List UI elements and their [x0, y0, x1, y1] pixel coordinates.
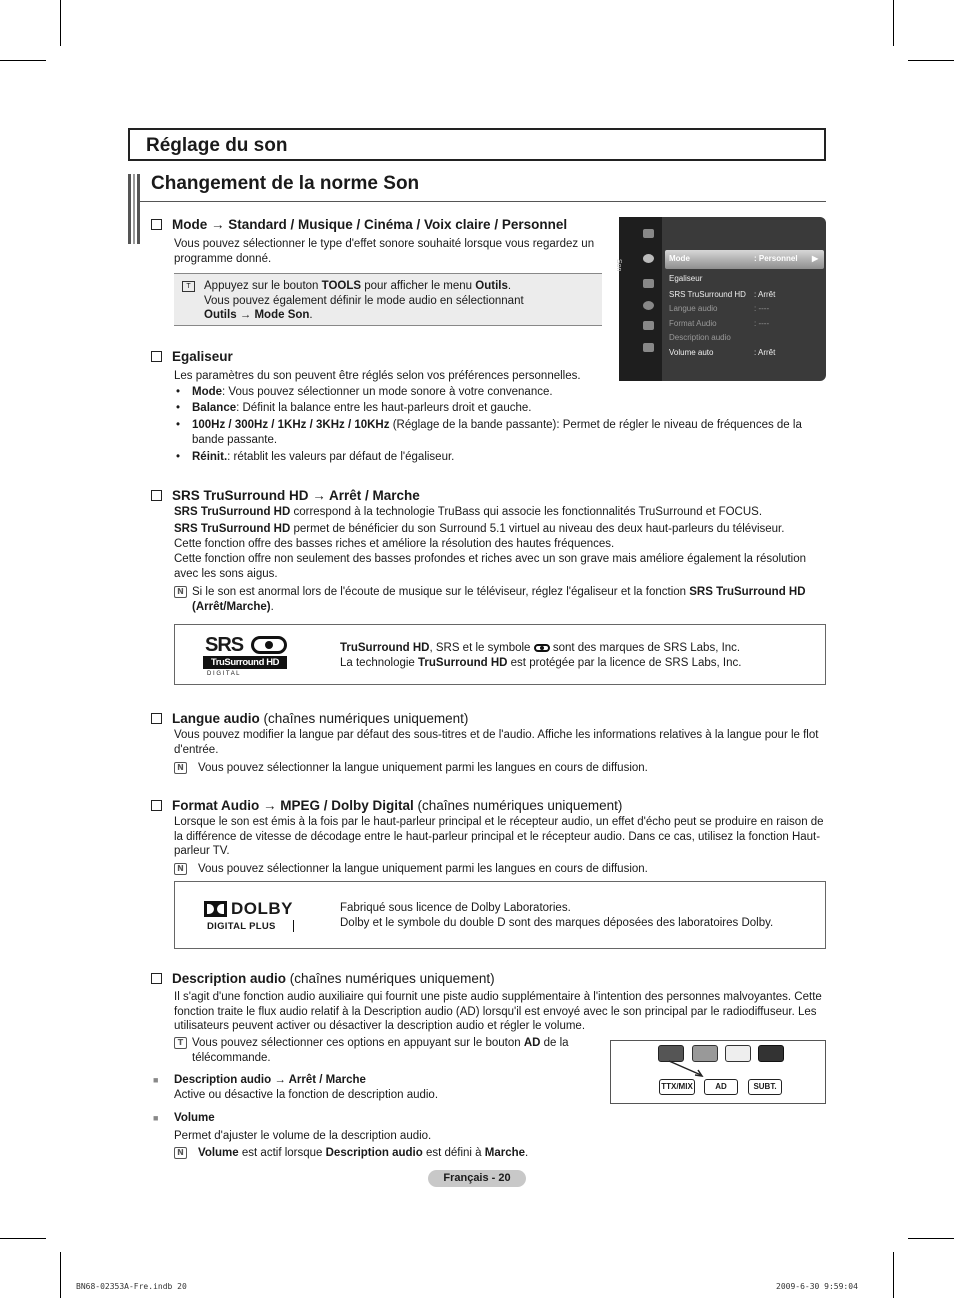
print-info-left: BN68-02353A-Fre.indb 20: [76, 1282, 187, 1291]
checkbox-bullet-icon: [151, 713, 162, 724]
srs-heading: SRS TruSurround HD → Arrêt / Marche: [151, 487, 420, 504]
ad-button[interactable]: AD: [704, 1079, 738, 1095]
srs-p3: Cette fonction offre des basses riches et améliore la résolution des hautes fréquences.: [174, 538, 615, 550]
crop-mark: [60, 0, 61, 46]
menu-row-langue: Langue audio : ----: [669, 304, 770, 313]
setup-icon: [643, 301, 654, 310]
chapter-title-box: [128, 128, 826, 161]
tools-icon: T: [182, 281, 195, 292]
crop-mark: [60, 1252, 61, 1298]
description-desc: Il s'agit d'une fonction audio auxiliaire qui fournit une piste audio supplémentaire à l'intention des personnes malvoyantes. Cette fonction traite le flux audio relatif à la Description audio (AD) lorsqu'il est envoyé avec le son principal par le radiodiffuseur. Les utilisateurs peuvent activer ou désactiver la description audio et régler le volume.: [174, 991, 822, 1032]
menu-row-egaliseur[interactable]: Egaliseur: [669, 274, 703, 283]
note-icon: N: [174, 586, 187, 598]
note-icon: N: [174, 863, 187, 875]
ttx-mix-button[interactable]: TTX/MIX: [659, 1079, 695, 1095]
volume-note: N Volume est actif lorsque Description audio est défini à Marche.: [174, 1146, 824, 1161]
application-icon: [643, 343, 654, 352]
menu-row-volume-auto[interactable]: Volume auto : Arrêt: [669, 348, 776, 357]
checkbox-bullet-icon: [151, 800, 162, 811]
menu-row-format: Format Audio : ----: [669, 319, 770, 328]
subt-button[interactable]: SUBT.: [748, 1079, 782, 1095]
remote-illustration: [610, 1040, 826, 1104]
sub2-title: Volume: [174, 1112, 215, 1124]
section-rule: [140, 201, 826, 202]
srs-note: N Si le son est anormal lors de l'écoute de musique sur le téléviseur, réglez l'égaliseur et la fonction SRS TruSurround HD (Arrêt/Marche).: [174, 585, 824, 614]
section-title: Changement de la norme Son: [151, 173, 420, 194]
sub1-title: Description audio → Arrêt / Marche: [174, 1074, 366, 1086]
description-heading: Description audio (chaînes numériques uniquement): [151, 970, 495, 987]
menu-selected-row[interactable]: [665, 250, 824, 269]
pointer-arrow-icon: [665, 1059, 705, 1079]
channel-icon: [643, 279, 654, 288]
egaliseur-desc: Les paramètres du son peuvent être réglés selon vos préférences personnelles.: [174, 370, 581, 382]
srs-logo: SRS TruSurround HD D I G I T A L: [203, 634, 289, 678]
checkbox-bullet-icon: [151, 351, 162, 362]
crop-mark: [0, 1238, 46, 1239]
square-bullet-icon: ■: [153, 1075, 159, 1085]
menu-side-label: Son: [615, 259, 622, 272]
tv-sound-menu: [615, 217, 826, 381]
menu-sidebar: [619, 217, 662, 381]
remote-note-icon: T: [174, 1037, 187, 1049]
langue-desc: Vous pouvez modifier la langue par défaut des sous-titres et de l'audio. Affiche les informations relatives à la langue pour le flot d'entrée.: [174, 729, 819, 756]
dolby-dd-icon: [204, 901, 227, 917]
crop-mark: [908, 1238, 954, 1239]
crop-mark: [0, 60, 46, 61]
picture-icon: [643, 229, 654, 238]
page-number: Français - 20: [428, 1170, 526, 1187]
srs-symbol-icon: [534, 644, 550, 652]
menu-row-srs[interactable]: SRS TruSurround HD : Arrêt: [669, 290, 776, 299]
checkbox-bullet-icon: [151, 490, 162, 501]
langue-note: N Vous pouvez sélectionner la langue uniquement parmi les langues en cours de diffusion.: [174, 761, 824, 776]
mode-desc: Vous pouvez sélectionner le type d'effet sonore souhaité lorsque vous regardez un programme donné.: [174, 238, 595, 265]
langue-heading: Langue audio (chaînes numériques uniquement): [151, 710, 468, 727]
tools-tip-box: [174, 273, 602, 326]
blue-key-icon: [758, 1045, 784, 1062]
srs-logo-text: TruSurround HD, SRS et le symbole sont des marques de SRS Labs, Inc. La technologie TruSurround HD est protégée par la licence de SRS Labs, Inc.: [340, 642, 742, 669]
checkbox-bullet-icon: [151, 973, 162, 984]
dolby-logo-box: [174, 881, 826, 949]
square-bullet-icon: ■: [153, 1113, 159, 1123]
format-heading: Format Audio → MPEG / Dolby Digital (chaînes numériques uniquement): [151, 797, 622, 814]
format-note: N Vous pouvez sélectionner la langue uniquement parmi les langues en cours de diffusion.: [174, 862, 824, 877]
srs-symbol-icon: [251, 636, 287, 654]
menu-row-description: Description audio: [669, 333, 731, 342]
yellow-key-icon: [725, 1045, 751, 1062]
sub1-desc: Active ou désactive la fonction de description audio.: [174, 1089, 439, 1101]
sound-icon: [643, 254, 654, 263]
crop-mark: [908, 60, 954, 61]
egaliseur-heading: Egaliseur: [151, 348, 233, 365]
arrow-right-icon: ▶: [812, 254, 819, 263]
format-desc: Lorsque le son est émis à la fois par le haut-parleur principal et le récepteur audio, un effet d'écho peut se produire en raison de la différence de vitesse de décodage entre le haut-parleur principal et le récepteur audio. Dans ce cas, utilisez la fonction Haut-parleur TV.: [174, 816, 824, 857]
dolby-logo: DOLBY DIGITAL PLUS: [204, 899, 298, 933]
srs-p4: Cette fonction offre non seulement des basses profondes et riches avec un son grave mais améliore également la résolution avec les sons aigus.: [174, 553, 807, 580]
crop-mark: [893, 0, 894, 46]
crop-mark: [893, 1252, 894, 1298]
chapter-title: Réglage du son: [146, 135, 288, 156]
print-info-right: 2009-6-30 9:59:04: [776, 1282, 858, 1291]
srs-p1: SRS TruSurround HD correspond à la technologie TruBass qui associe les fonctionnalités TruSurround et FOCUS.: [174, 506, 763, 518]
input-icon: [643, 321, 654, 330]
sub2-desc: Permet d'ajuster le volume de la description audio.: [174, 1130, 432, 1142]
note-icon: N: [174, 1147, 187, 1159]
note-icon: N: [174, 762, 187, 774]
menu-row-mode: Mode : Personnel ▶: [669, 254, 819, 263]
checkbox-bullet-icon: [151, 219, 162, 230]
description-note: T Vous pouvez sélectionner ces options en appuyant sur le bouton AD de la télécommande.: [174, 1036, 594, 1065]
dolby-logo-text: Fabriqué sous licence de Dolby Laboratories. Dolby et le symbole du double D sont des marques déposées des laboratoires Dolby.: [340, 902, 774, 929]
srs-logo-box: [174, 624, 826, 685]
srs-p2: SRS TruSurround HD permet de bénéficier du son Surround 5.1 virtuel au niveau des deux haut-parleurs du téléviseur.: [174, 523, 785, 535]
tools-tip-text: Appuyez sur le bouton TOOLS pour afficher le menu Outils. Vous pouvez également définir le mode audio en sélectionnant Outils → Mode Son.: [204, 280, 524, 321]
mode-heading: Mode → Standard / Musique / Cinéma / Voix claire / Personnel: [151, 216, 567, 233]
section-bar: [128, 174, 140, 244]
